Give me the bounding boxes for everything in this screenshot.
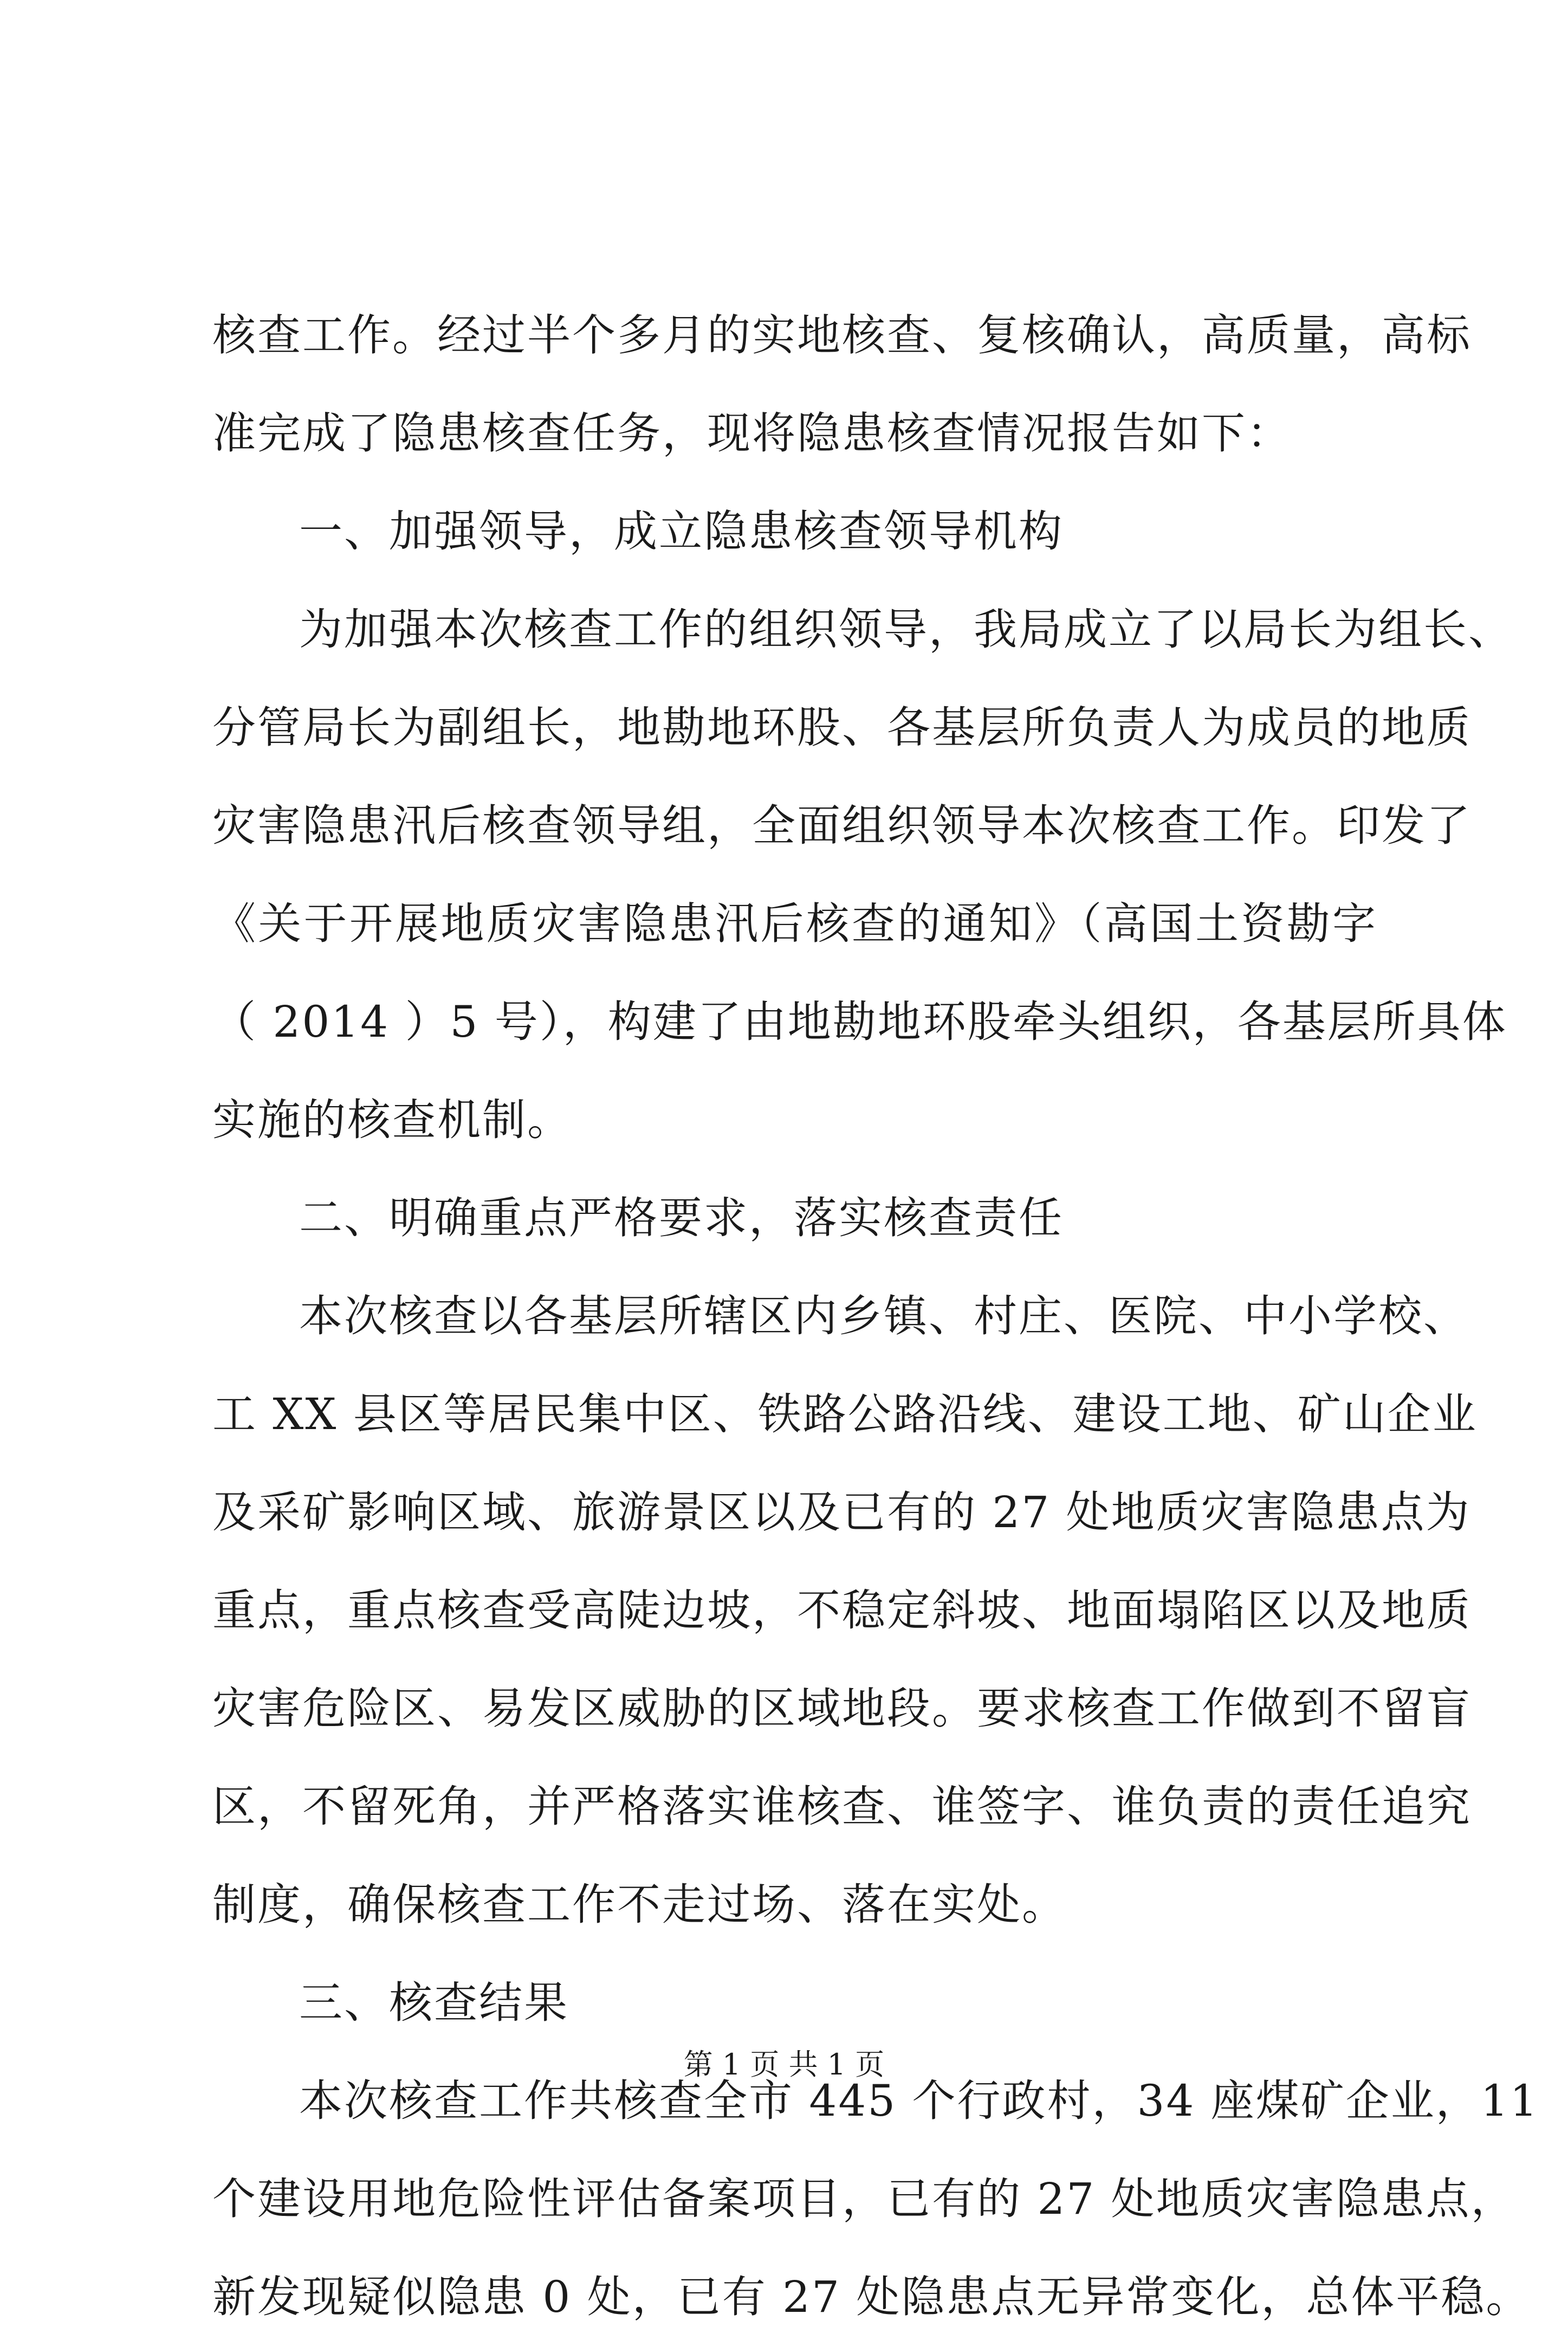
text-line: 分管局长为副组长，地勘地环股、各基层所负责人为成员的地质 [212, 702, 1472, 753]
text-line: 本次核查以各基层所辖区内乡镇、村庄、医院、中小学校、 [299, 1291, 1468, 1341]
text-line: 及采矿影响区域、旅游景区以及已有的 27 处地质灾害隐患点为 [212, 1487, 1471, 1537]
text-line: 区，不留死角，并严格落实谁核查、谁签字、谁负责的责任追究 [212, 1781, 1472, 1832]
text-line: 实施的核查机制。 [212, 1095, 572, 1145]
text-line: 重点，重点核查受高陡边坡，不稳定斜坡、地面塌陷区以及地质 [212, 1585, 1472, 1636]
page-footer: 第 1 页 共 1 页 [683, 2047, 885, 2082]
text-line: 三、核查结果 [299, 1977, 569, 2028]
text-line: 新发现疑似隐患 0 处，已有 27 处隐患点无异常变化，总体平稳。 [212, 2272, 1531, 2322]
text-line: 灾害危险区、易发区威胁的区域地段。要求核查工作做到不留盲 [212, 1683, 1472, 1734]
text-line: 一、加强领导，成立隐患核查领导机构 [299, 506, 1064, 557]
text-line: 核查工作。经过半个多月的实地核查、复核确认，高质量，高标 [212, 310, 1472, 360]
text-line: 准完成了隐患核查任务，现将隐患核查情况报告如下： [212, 408, 1292, 458]
text-line: 《关于开展地质灾害隐患汛后核查的通知》（高国土资勘字 [212, 899, 1377, 949]
text-line: 二、明确重点严格要求，落实核查责任 [299, 1193, 1064, 1243]
text-line: 个建设用地危险性评估备案项目，已有的 27 处地质灾害隐患点， [212, 2174, 1516, 2224]
document-body [212, 286, 1539, 2346]
text-line: 工 XX 县区等居民集中区、铁路公路沿线、建设工地、矿山企业 [212, 1389, 1478, 1439]
text-line: 为加强本次核查工作的组织领导，我局成立了以局长为组长、 [299, 604, 1513, 655]
text-line: 制度，确保核查工作不走过场、落在实处。 [212, 1879, 1067, 1930]
text-line: 本次核查工作共核查全市 445 个行政村，34 座煤矿企业，11 [299, 2076, 1539, 2126]
text-line: （ 2014 ）5 号），构建了由地勘地环股牵头组织，各基层所具体 [212, 997, 1507, 1047]
text-line: 灾害隐患汛后核查领导组，全面组织领导本次核查工作。印发了 [212, 800, 1472, 851]
